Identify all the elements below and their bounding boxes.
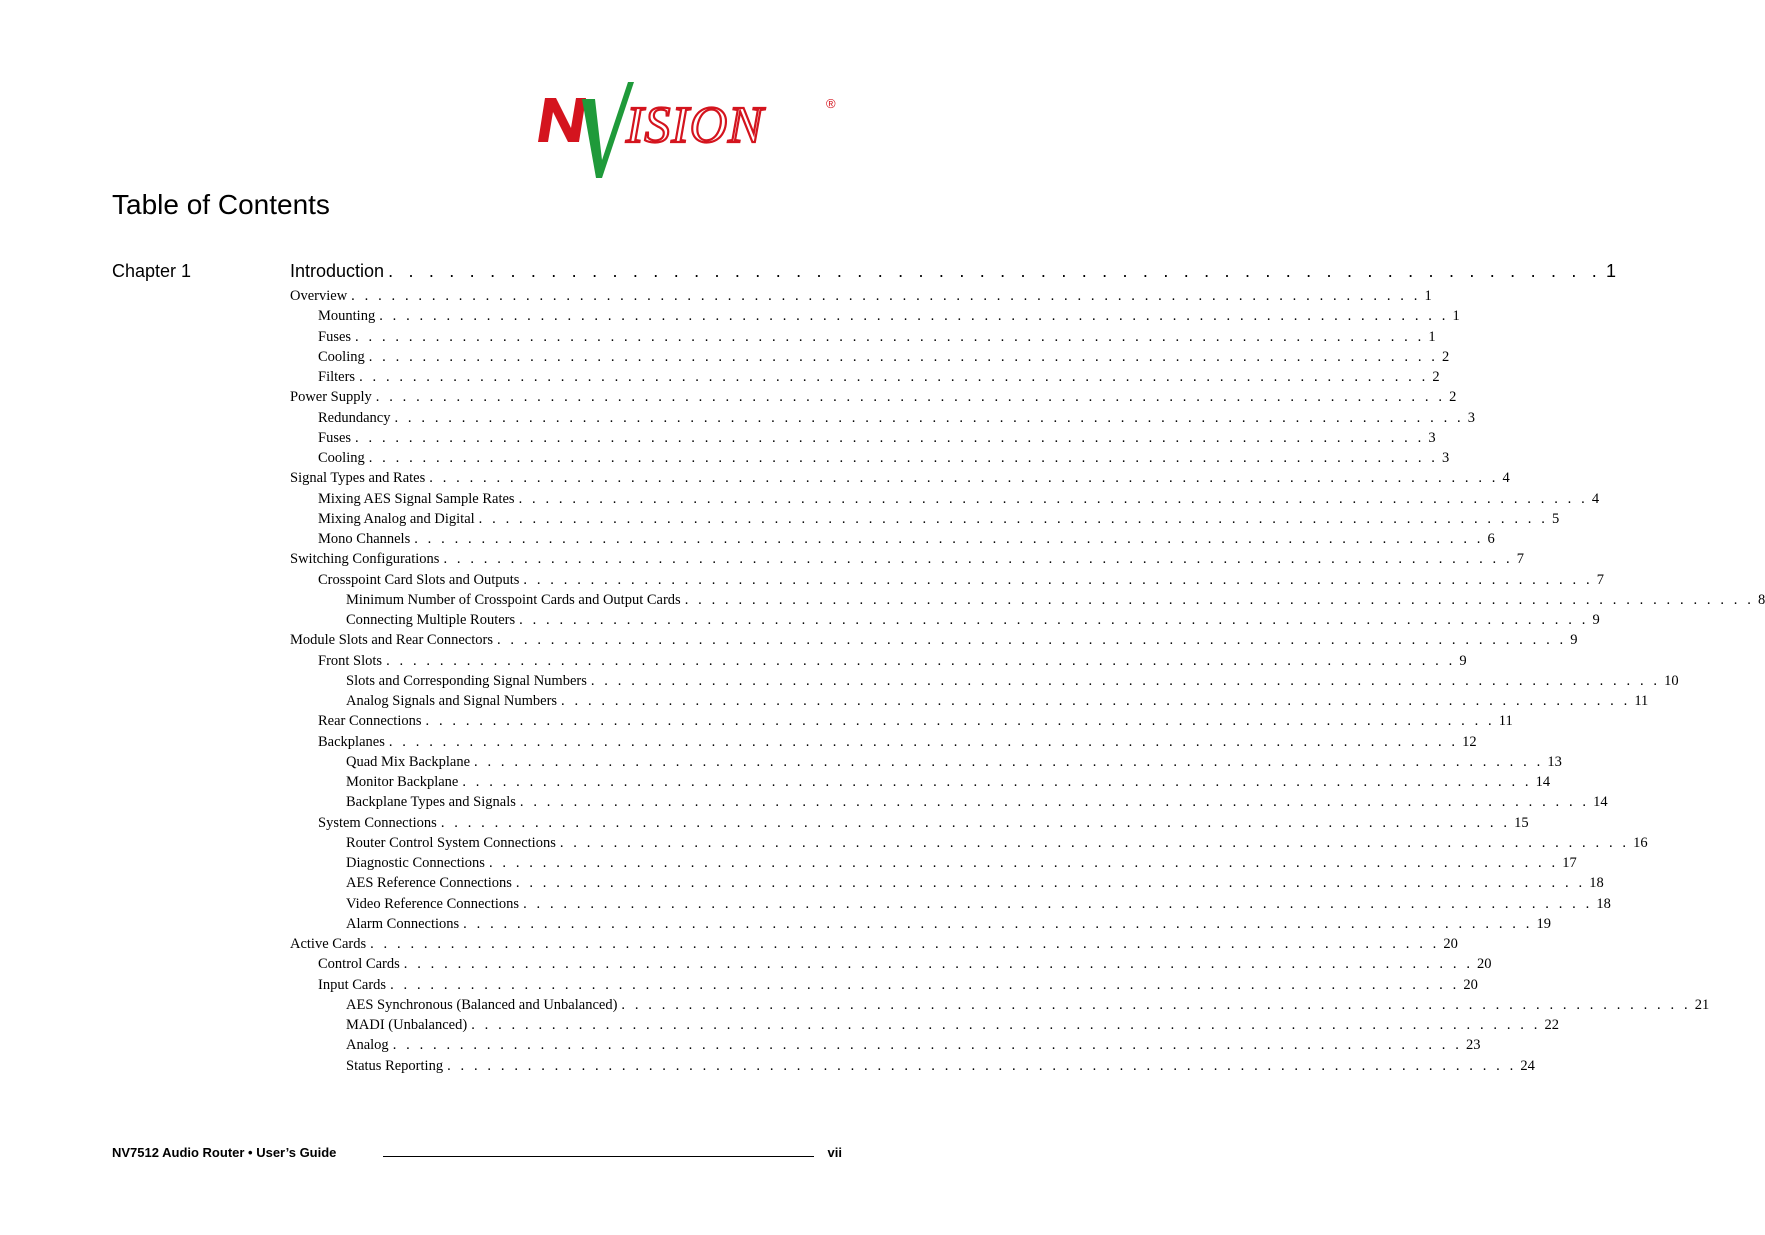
dot-leader: . . . . . . . . . . . . . . . . . . . . . . . . . . . . . . . . . . . . . . . . . . . . . . . . . . . . . . . . . . . . . . . . . . . . . . . . . . . . . . . . (403, 956, 1474, 973)
dot-leader: . . . . . . . . . . . . . . . . . . . . . . . . . . . . . . . . . . . . . . . . . . . . . . . . . . . . . . . . . . . . . . . . . . . . . . . . . . . . . . . . (440, 814, 1511, 831)
toc-entry-page: 22 (1544, 1017, 1559, 1033)
toc-entry-page: 10 (1664, 672, 1679, 689)
toc-entry[interactable] (290, 448, 1450, 468)
toc-entry-page: 21 (1694, 996, 1710, 1013)
dot-leader: . . . . . . . . . . . . . . . . . . . . . . . . . . . . . . . . . . . . . . . . . . . . . . . . . . . . . . . . . . . . . . . . . . . . . . . . . . . . . . . . (359, 369, 1429, 385)
toc-entry-title: Slots and Corresponding Signal Numbers (346, 672, 587, 689)
logo-wordmark: ISION (626, 97, 764, 154)
toc-entry-page: 17 (1562, 855, 1577, 871)
dot-leader: . . . . . . . . . . . . . . . . . . . . . . . . . . . . . . . . . . . . . . . . . . . . . . . . . . . . . . . . . . . . . . . . . . . . . . . . . . . . . . . . (559, 834, 1630, 851)
dot-leader: . . . . . . . . . . . . . . . . . . . . . . . . . . . . . . . . . . . . . . . . . . . . . . . . . . . . . . . . . . . . . . . . . . . . . . . . . . . . . . . . (515, 875, 1586, 892)
logo-letter-n (538, 98, 586, 142)
toc-entry[interactable] (290, 732, 1477, 752)
toc-entry[interactable] (290, 367, 1440, 387)
toc-entry-title: Signal Types and Rates (290, 470, 426, 487)
dot-leader: . . . . . . . . . . . . . . . . . . . . . . . . . . . . . . . . . . . . . . . . . . . . . . . . . . . . . . . . . . . . . . . . . . . . . . . . . . . . . . . . (474, 753, 1544, 770)
toc-entry-title: Analog Signals and Signal Numbers (346, 693, 558, 709)
toc-entry-page: 3 (1442, 450, 1450, 466)
footer-page-number: vii (827, 1145, 842, 1160)
toc-entry[interactable] (290, 813, 1529, 833)
dot-leader: . . . . . . . . . . . . . . . . . . . . . . . . . . . . . . . . . . . . . . . . . . . . . . . . . . . . . . . . . . . . . . . . . . . . . . . . . . . . . . . . (684, 591, 1754, 608)
dot-leader: . . . . . . . . . . . . . . . . . . . . . . . . . . . . . . . . . . . . . . . . . . . . . . . . . . . . . . . . . . . . . . . . . . . . . . . . . . . . . . . . (351, 288, 1421, 304)
chapter-label: Chapter 1 (112, 261, 192, 281)
footer-rule (383, 1156, 814, 1157)
toc-entry-title: Filters (318, 369, 356, 385)
toc-entry[interactable] (290, 975, 1478, 995)
dot-leader: . . . . . . . . . . . . . . . . . . . . . . . . . . . . . . . . . . . . . . . . . . . . . . . . . . . . . . . . . . . . . . . . . . . . . . . . . . . . . . . . (523, 571, 1593, 588)
toc-entry[interactable] (290, 489, 1600, 509)
toc-entry-page: 1 (1452, 308, 1460, 325)
toc-entry[interactable] (290, 306, 1460, 326)
toc-entry-page: 3 (1467, 409, 1476, 426)
toc-entry-page: 2 (1432, 369, 1440, 385)
toc-entry[interactable] (290, 428, 1436, 448)
dot-leader: . . . . . . . . . . . . . . . . . . . . . . . . . . . . . . . . . . . . . . . . . . . . . . . . . . . . . . . . . . . . . . . . . . . . . . . . . . . . . . . . (471, 1017, 1541, 1033)
dot-leader: . . . . . . . . . . . . . . . . . . . . . . . . . . . . . . . . . . . . . . . . . . . . . . . . . . . . . . . . . . . . . . . . . . . . . . . . . . . . . . . . (621, 996, 1691, 1013)
toc-entry-title: Input Cards (318, 976, 387, 993)
toc-entry[interactable] (290, 651, 1467, 671)
toc-entry-page: 4 (1502, 470, 1510, 487)
dot-leader: . . . . . . . . . . . . . . . . . . . . . . . . . . . . . . . . . . . . . . . . . . . . . . . . . . . . . . . . . . . . . . . . . . . . . . . . . . . . . . . . (519, 794, 1590, 811)
toc-entry[interactable] (290, 691, 1649, 711)
toc-entry-page: 20 (1477, 956, 1492, 973)
dot-leader: . . . . . . . . . . . . . . . . . . . . . . . . . . . . . . . . . . . . . . . . . . . . . . . . . . . . . . . . . . . . . . . . . . . . . . . . . . . . . . . . (463, 915, 1533, 932)
page-title: Table of Contents (112, 189, 330, 220)
toc-entry[interactable] (290, 630, 1578, 650)
toc-entry-title: Crosspoint Card Slots and Outputs (318, 571, 520, 588)
toc-entry-page: 7 (1516, 551, 1524, 568)
toc-entry-title: Power Supply (290, 389, 372, 406)
toc-entry[interactable] (290, 934, 1458, 954)
toc-entry-title: Status Reporting (346, 1057, 444, 1074)
toc-entry-title: Router Control System Connections (346, 834, 556, 851)
toc-entry-title: Alarm Connections (346, 915, 460, 932)
toc-entry[interactable] (290, 894, 1611, 914)
toc-entry-page: 7 (1596, 571, 1604, 588)
toc-entry[interactable] (290, 570, 1604, 590)
toc-entry-title: Quad Mix Backplane (346, 753, 471, 770)
toc-entry-title: Overview (290, 288, 348, 304)
dot-leader: . . . . . . . . . . . . . . . . . . . . . . . . . . . . . . . . . . . . . . . . . . . . . . . . . . . . . . . . . . . . . . . . . . . . . . . . . . . . . . . . (414, 531, 1484, 547)
dot-leader: . . . . . . . . . . . . . . . . . . . . . . . . . . . . . . . . . . . . . . . . . . . . . . . . . . . . . . . . . . . . . . . . . . . . . . . . . . . . . . . . (561, 693, 1631, 709)
toc-entry-page: 20 (1443, 936, 1458, 952)
dot-leader: . . . . . . . . . . . . . . . . . . . . . . . . . . . . . . . . . . . . . . . . . . . . . . . . . . . . . . . . . . . . . . . . . . . . . . . . . . . . . . . . (425, 713, 1495, 730)
toc-entry-page: 18 (1596, 895, 1611, 912)
toc-entry[interactable] (290, 1015, 1559, 1035)
toc-entry[interactable] (290, 286, 1432, 306)
toc-entry-title: Video Reference Connections (346, 895, 520, 912)
toc-entry-title: Cooling (318, 450, 365, 466)
toc-entry-title: Diagnostic Connections (346, 855, 485, 871)
logo-registered-mark: ® (826, 96, 836, 111)
toc-entry-page: 9 (1459, 652, 1467, 669)
dot-leader: . . . . . . . . . . . . . . . . . . . . . . . . . . . . . . . . . . . . . . . . . . . . . . . . . . . . . . . . . . . . . . . . . . . . . . . . . . . . . . . . (462, 774, 1532, 790)
toc-entry-page: 15 (1514, 814, 1529, 831)
dot-leader: . . . . . . . . . . . . . . . . . . . . . . . . . . . . . . . . . . . . . . . . . . . . . . . . . . . . . . . . . . . . . . . . . . . . . . . . . . . . . . . . (368, 450, 1439, 466)
toc-entry-title: Front Slots (318, 652, 383, 669)
toc-entry-page: 12 (1462, 733, 1477, 750)
toc-entry-title: Redundancy (318, 409, 391, 426)
chapter-title: Introduction (290, 261, 385, 281)
dot-leader: . . . . . . . . . . . . . . . . . . . . . . . . . . . . . . . . . . . . . . . . . . . . . . . . . . . . . . . . . . . . . . . . . . . . . . . . . . . . . . . . (368, 348, 1439, 365)
toc-entry-page: 4 (1591, 490, 1600, 507)
toc-entry-title: Fuses (318, 328, 352, 345)
dot-leader: . . . . . . . . . . . . . . . . . . . . . . . . . . . . . . . . . . . . . . . . . . . . . . . . . . . . . . . . . . . . . . . . . . . . . . . . . . . . . . . . (394, 409, 1464, 426)
toc-entry-title: Minimum Number of Crosspoint Cards and Output Cards (346, 591, 681, 608)
dot-leader: . . . . . . . . . . . . . . . . . . . . . . . . . . . . . . . . . . . . . . . . . . . . . . . . . . . . . . . . . . . . . . . . . . . . . . . . . . . . . . . . (443, 551, 1513, 568)
dot-leader: . . . . . . . . . . . . . . . . . . . . . . . . . . . . . . . . . . . . . . . . . . . . . . . . . . . . . . . . . . . . . . . . . . . . . . . . . . . . . . . . (355, 328, 1425, 345)
toc-entry-title: Mixing AES Signal Sample Rates (318, 490, 515, 507)
toc-entry[interactable] (290, 327, 1436, 347)
toc-entry-page: 11 (1634, 693, 1649, 709)
toc-entry-page: 20 (1463, 976, 1478, 993)
toc-entry-page: 9 (1592, 612, 1600, 628)
toc-entry-page: 2 (1442, 348, 1450, 365)
toc-entry[interactable] (290, 853, 1577, 873)
toc-entry-page: 1 (1428, 328, 1436, 345)
toc-entry-title: AES Reference Connections (346, 875, 512, 892)
dot-leader: . . . . . . . . . . . . . . . . . . . . . . . . . . . . . . . . . . . . . . . . . . . . . . . . . . . . . . . . . . . . . . . . . . . . . . . . . . . . . . . . (390, 976, 1460, 993)
toc-entry-title: Backplane Types and Signals (346, 794, 516, 811)
toc-entry-page: 18 (1589, 875, 1604, 892)
dot-leader: . . . . . . . . . . . . . . . . . . . . . . . . . . . . . . . . . . . . . . . . . . . . . . . . . . . . . . . . . . . . . . . . . . . . . . . . . . . . . . . . (519, 612, 1589, 628)
toc-entry-page: 24 (1520, 1057, 1535, 1074)
dot-leader: . . . . . . . . . . . . . . . . . . . . . . . . . . . . . . . . . . . . . . . . . . . . . . . . . . . . . . . . . . . . . . . . . . . . . . . . . . . . . . . . (429, 470, 1499, 487)
toc-entry[interactable] (290, 995, 1710, 1015)
toc-entry-title: Module Slots and Rear Connectors (290, 632, 493, 649)
dot-leader: . . . . . . . . . . . . . . . . . . . . . . . . . . . . . . . . . . . . . . . . . . . . . . . . . . . . . . . . . . . . . . . . . . . . . . . . . . . . . . . . (518, 490, 1588, 507)
toc-entry-page: 9 (1570, 632, 1578, 649)
toc-entry-title: Cooling (318, 348, 365, 365)
toc-entry[interactable] (290, 468, 1510, 488)
toc-entry[interactable] (290, 387, 1457, 407)
toc-entry-page: 8 (1757, 591, 1765, 608)
dot-leader: . . . . . . . . . . . . . . . . . . . . . . . . . . . . . . . . . . . . . . . . . . . . . . . . . . . . . . . . . . . . . . . . . . . . . . . . . . . . . . . . (392, 1037, 1462, 1054)
toc-entry-page: 5 (1551, 510, 1560, 527)
dot-leader: . . . . . . . . . . . . . . . . . . . . . . . . . . . . . . . . . . . . . . . . . . . . . . . . . . . . . . . . . . . . (388, 261, 1602, 281)
toc-entry-page: 19 (1536, 915, 1551, 932)
toc-entry[interactable] (290, 954, 1492, 974)
toc-entry[interactable] (290, 792, 1608, 812)
toc-entry-title: Monitor Backplane (346, 774, 459, 790)
toc-entry[interactable] (290, 529, 1495, 549)
toc-entry-title: Analog (346, 1037, 389, 1054)
dot-leader: . . . . . . . . . . . . . . . . . . . . . . . . . . . . . . . . . . . . . . . . . . . . . . . . . . . . . . . . . . . . . . . . . . . . . . . . . . . . . . . . (386, 652, 1456, 669)
toc-entry[interactable] (290, 914, 1551, 934)
toc-entry[interactable] (290, 873, 1604, 893)
toc-entry-title: Mono Channels (318, 531, 411, 547)
toc-entry-title: AES Synchronous (Balanced and Unbalanced) (346, 996, 618, 1013)
dot-leader: . . . . . . . . . . . . . . . . . . . . . . . . . . . . . . . . . . . . . . . . . . . . . . . . . . . . . . . . . . . . . . . . . . . . . . . . . . . . . . . . (370, 936, 1440, 952)
toc-entry-title: Connecting Multiple Routers (346, 612, 516, 628)
toc-entry[interactable] (290, 549, 1524, 569)
toc-entry[interactable] (290, 671, 1679, 691)
toc-entry-page: 23 (1465, 1037, 1481, 1054)
toc-entry-title: Active Cards (290, 936, 367, 952)
chapter-entry[interactable] (290, 260, 1616, 282)
toc-entry-page: 16 (1633, 834, 1648, 851)
toc-entry-title: Mixing Analog and Digital (318, 510, 475, 527)
toc-entry-page: 14 (1593, 794, 1608, 811)
dot-leader: . . . . . . . . . . . . . . . . . . . . . . . . . . . . . . . . . . . . . . . . . . . . . . . . . . . . . . . . . . . . . . . . . . . . . . . . . . . . . . . . (590, 672, 1661, 689)
dot-leader: . . . . . . . . . . . . . . . . . . . . . . . . . . . . . . . . . . . . . . . . . . . . . . . . . . . . . . . . . . . . . . . . . . . . . . . . . . . . . . . . (355, 429, 1425, 446)
dot-leader: . . . . . . . . . . . . . . . . . . . . . . . . . . . . . . . . . . . . . . . . . . . . . . . . . . . . . . . . . . . . . . . . . . . . . . . . . . . . . . . . (488, 855, 1559, 871)
nvision-logo-graphic (536, 78, 842, 182)
toc-entry-title: Control Cards (318, 956, 400, 973)
chapter-page: 1 (1605, 261, 1616, 281)
toc-entry-page: 13 (1547, 753, 1562, 770)
toc-entry[interactable] (290, 752, 1562, 772)
toc-entry-title: Mounting (318, 308, 376, 325)
toc-entry-title: System Connections (318, 814, 437, 831)
dot-leader: . . . . . . . . . . . . . . . . . . . . . . . . . . . . . . . . . . . . . . . . . . . . . . . . . . . . . . . . . . . . . . . . . . . . . . . . . . . . . . . . (496, 632, 1567, 649)
toc-entry-title: Fuses (318, 429, 352, 446)
toc-list (290, 286, 1765, 1076)
toc-entry-page: 2 (1449, 389, 1457, 406)
toc-entry-title: MADI (Unbalanced) (346, 1017, 468, 1033)
dot-leader: . . . . . . . . . . . . . . . . . . . . . . . . . . . . . . . . . . . . . . . . . . . . . . . . . . . . . . . . . . . . . . . . . . . . . . . . . . . . . . . . (523, 895, 1593, 912)
toc-entry[interactable] (290, 711, 1513, 731)
toc-entry[interactable] (290, 772, 1551, 792)
toc-entry[interactable] (290, 509, 1560, 529)
toc-entry[interactable] (290, 408, 1476, 428)
toc-entry-page: 6 (1487, 531, 1495, 547)
dot-leader: . . . . . . . . . . . . . . . . . . . . . . . . . . . . . . . . . . . . . . . . . . . . . . . . . . . . . . . . . . . . . . . . . . . . . . . . . . . . . . . . (478, 510, 1548, 527)
dot-leader: . . . . . . . . . . . . . . . . . . . . . . . . . . . . . . . . . . . . . . . . . . . . . . . . . . . . . . . . . . . . . . . . . . . . . . . . . . . . . . . . (379, 308, 1449, 325)
toc-entry[interactable] (290, 833, 1648, 853)
toc-entry[interactable] (290, 347, 1450, 367)
toc-entry[interactable] (290, 1056, 1535, 1076)
dot-leader: . . . . . . . . . . . . . . . . . . . . . . . . . . . . . . . . . . . . . . . . . . . . . . . . . . . . . . . . . . . . . . . . . . . . . . . . . . . . . . . . (375, 389, 1446, 406)
toc-entry-title: Backplanes (318, 733, 385, 750)
toc-entry[interactable] (290, 610, 1600, 630)
toc-entry-title: Switching Configurations (290, 551, 440, 568)
toc-entry-page: 14 (1535, 774, 1551, 790)
footer-document-title: NV7512 Audio Router • User’s Guide (112, 1145, 337, 1160)
toc-entry-page: 11 (1498, 713, 1513, 730)
nvision-logo (536, 78, 842, 182)
toc-entry-page: 3 (1428, 429, 1436, 446)
toc-entry-page: 1 (1424, 288, 1432, 304)
toc-entry-title: Rear Connections (318, 713, 422, 730)
dot-leader: . . . . . . . . . . . . . . . . . . . . . . . . . . . . . . . . . . . . . . . . . . . . . . . . . . . . . . . . . . . . . . . . . . . . . . . . . . . . . . . . (388, 733, 1459, 750)
toc-entry[interactable] (290, 590, 1765, 610)
toc-entry[interactable] (290, 1035, 1481, 1055)
dot-leader: . . . . . . . . . . . . . . . . . . . . . . . . . . . . . . . . . . . . . . . . . . . . . . . . . . . . . . . . . . . . . . . . . . . . . . . . . . . . . . . . (447, 1057, 1517, 1074)
